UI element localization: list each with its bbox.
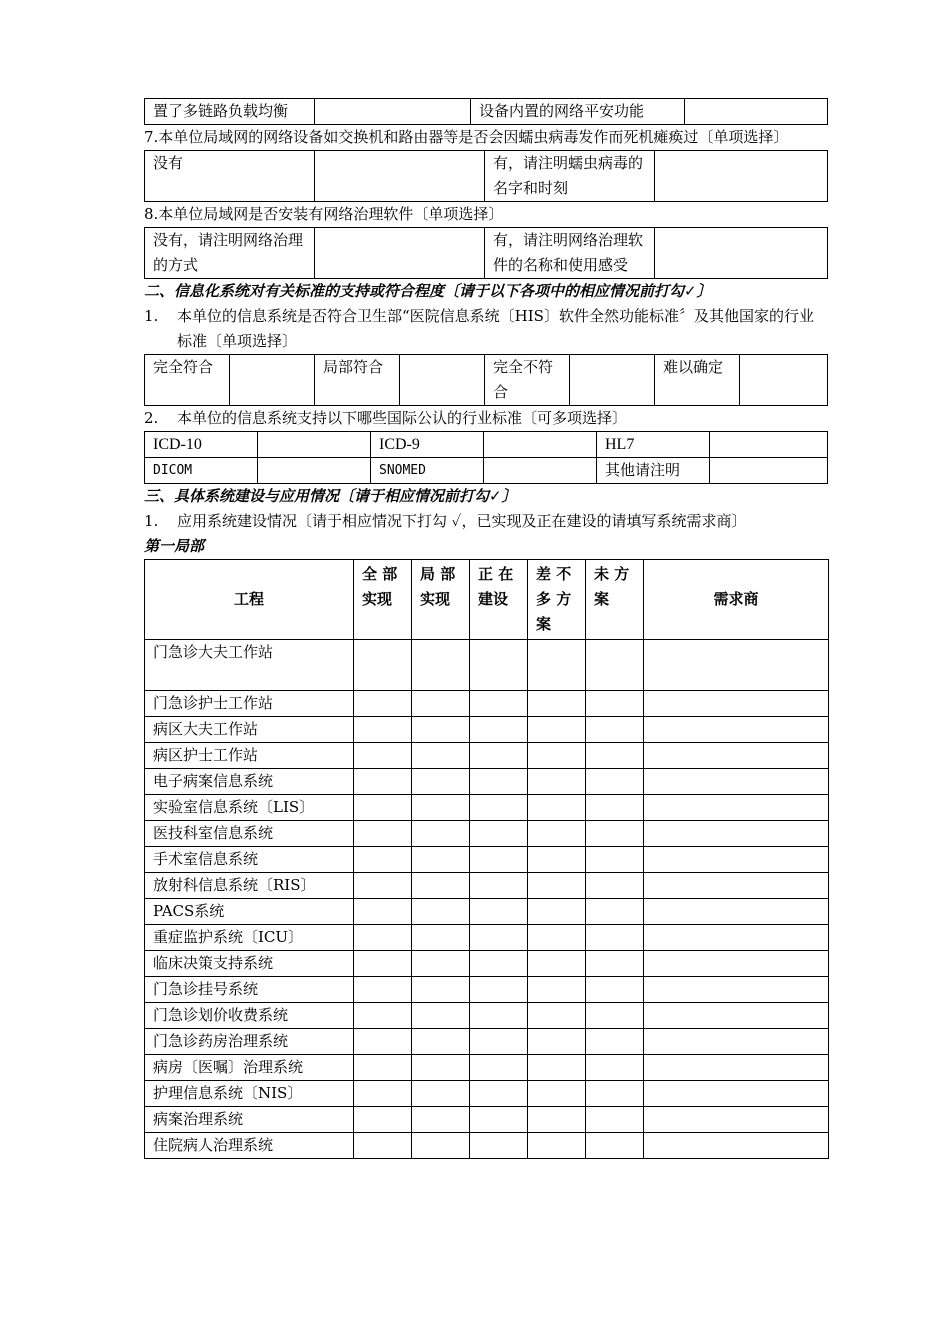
supplier-cell[interactable] [644,899,829,925]
status-checkbox-cell[interactable] [586,1029,644,1055]
status-checkbox-cell[interactable] [412,1003,470,1029]
table-row [145,899,829,925]
status-checkbox-cell[interactable] [412,847,470,873]
status-checkbox-cell[interactable] [586,925,644,951]
status-checkbox-cell[interactable] [528,795,586,821]
status-checkbox-cell[interactable] [354,1081,412,1107]
section-2-title: 二、信息化系统对有关标准的支持或符合程度〔请于以下各项中的相应情况前打勾✓〕 [144,282,712,300]
status-checkbox-cell[interactable] [412,1029,470,1055]
status-checkbox-cell[interactable] [412,977,470,1003]
status-checkbox-cell[interactable] [412,1055,470,1081]
question-7-table [144,150,828,202]
status-checkbox-cell[interactable] [470,1029,528,1055]
status-checkbox-cell[interactable] [528,925,586,951]
standard-hl7: HL7 [597,432,710,458]
status-checkbox-cell[interactable] [470,795,528,821]
answer-cell[interactable] [570,355,655,406]
question-number: 1. [144,307,159,325]
status-checkbox-cell[interactable] [354,1003,412,1029]
status-checkbox-cell[interactable] [354,977,412,1003]
status-checkbox-cell[interactable] [586,1107,644,1133]
status-checkbox-cell[interactable] [354,925,412,951]
option-yes: 有，请注明蠕虫病毒的名字和时刻 [485,151,655,202]
answer-cell[interactable] [258,432,371,458]
header-fully-implemented: 全 部 实现 [354,560,412,640]
answer-cell[interactable] [655,228,828,279]
table-row [145,743,829,769]
table-cell[interactable] [685,99,828,125]
status-checkbox-cell[interactable] [586,1081,644,1107]
supplier-cell[interactable] [644,691,829,717]
answer-cell[interactable] [740,355,828,406]
status-checkbox-cell[interactable] [412,873,470,899]
table-row [145,1003,829,1029]
system-construction-table [144,559,829,1159]
status-checkbox-cell[interactable] [528,1003,586,1029]
status-checkbox-cell[interactable] [528,847,586,873]
answer-cell[interactable] [400,355,485,406]
standard-icd9: ICD-9 [371,432,484,458]
status-checkbox-cell[interactable] [354,691,412,717]
system-name: 医技科室信息系统 [145,821,354,847]
table-row [145,977,829,1003]
status-checkbox-cell[interactable] [586,821,644,847]
question-7-text: 7.本单位局域网的网络设备如交换机和路由器等是否会因蠕虫病毒发作而死机瘫痪过〔单项选择〕 [144,128,789,146]
system-name: 临床决策支持系统 [145,951,354,977]
status-checkbox-cell[interactable] [412,821,470,847]
question-text: 本单位的信息系统是否符合卫生部“医院信息系统〔HIS〕软件全然功能标准〞及其他国家的行业标准〔单项选择〕 [177,307,814,350]
supplier-cell[interactable] [644,1133,829,1159]
status-checkbox-cell[interactable] [354,640,412,691]
table-cell: 置了多链路负载均衡 [145,99,315,125]
status-checkbox-cell[interactable] [354,1107,412,1133]
table-row [145,1055,829,1081]
table-cell[interactable] [315,99,471,125]
system-name: 放射科信息系统〔RIS〕 [145,873,354,899]
supplier-cell[interactable] [644,1081,829,1107]
status-checkbox-cell[interactable] [470,1107,528,1133]
status-checkbox-cell[interactable] [470,640,528,691]
question-8-table [144,227,828,279]
supplier-cell[interactable] [644,1107,829,1133]
table-row [145,717,829,743]
system-name: 重症监护系统〔ICU〕 [145,925,354,951]
status-checkbox-cell[interactable] [586,1133,644,1159]
table-row [145,925,829,951]
answer-cell[interactable] [710,458,828,484]
answer-cell[interactable] [315,151,485,202]
section-2-q2 [144,406,828,431]
status-checkbox-cell[interactable] [354,1055,412,1081]
table-row [145,795,829,821]
option-yes: 有，请注明网络治理软件的名称和使用感受 [485,228,655,279]
supplier-cell[interactable] [644,977,829,1003]
option-not: 完全不符合 [485,355,570,406]
system-name: 病房〔医嘱〕治理系统 [145,1055,354,1081]
answer-cell[interactable] [484,432,597,458]
system-name: 病案治理系统 [145,1107,354,1133]
section-2-q1 [144,304,828,354]
status-checkbox-cell[interactable] [470,1003,528,1029]
system-name: PACS系统 [145,899,354,925]
status-checkbox-cell[interactable] [470,873,528,899]
status-checkbox-cell[interactable] [470,899,528,925]
status-checkbox-cell[interactable] [470,821,528,847]
status-checkbox-cell[interactable] [412,743,470,769]
table-cell: 设备内置的网络平安功能 [471,99,685,125]
supplier-cell[interactable] [644,821,829,847]
status-checkbox-cell[interactable] [354,873,412,899]
question-8-text: 8.本单位局域网是否安装有网络治理软件〔单项选择〕 [144,205,504,223]
status-checkbox-cell[interactable] [586,691,644,717]
system-name: 住院病人治理系统 [145,1133,354,1159]
table-row [145,1133,829,1159]
system-name: 病区大夫工作站 [145,717,354,743]
status-checkbox-cell[interactable] [470,951,528,977]
status-checkbox-cell[interactable] [586,769,644,795]
status-checkbox-cell[interactable] [586,640,644,691]
status-checkbox-cell[interactable] [586,1003,644,1029]
supplier-cell[interactable] [644,873,829,899]
status-checkbox-cell[interactable] [528,640,586,691]
system-name: 手术室信息系统 [145,847,354,873]
option-full: 完全符合 [145,355,230,406]
part-label: 第一局部 [144,537,205,555]
status-checkbox-cell[interactable] [412,640,470,691]
answer-cell[interactable] [710,432,828,458]
option-none: 没有，请注明网络治理的方式 [145,228,315,279]
header-nearly-planned: 差 不 多 方 案 [528,560,586,640]
status-checkbox-cell[interactable] [412,795,470,821]
status-checkbox-cell[interactable] [586,795,644,821]
status-checkbox-cell[interactable] [528,873,586,899]
standard-other: 其他请注明 [597,458,710,484]
table-row [145,951,829,977]
table-row [145,847,829,873]
system-name: 护理信息系统〔NIS〕 [145,1081,354,1107]
load-balance-table [144,98,828,125]
table-row [145,1107,829,1133]
status-checkbox-cell[interactable] [412,951,470,977]
header-not-planned: 未 方 案 [586,560,644,640]
question-text: 应用系统建设情况〔请于相应情况下打勾 ✓，已实现及正在建设的请填写系统需求商〕 [177,512,747,530]
status-checkbox-cell[interactable] [354,1029,412,1055]
status-checkbox-cell[interactable] [528,743,586,769]
status-checkbox-cell[interactable] [470,977,528,1003]
table-row [145,821,829,847]
status-checkbox-cell[interactable] [412,899,470,925]
document-page [144,98,828,1159]
status-checkbox-cell[interactable] [470,717,528,743]
table-row [145,769,829,795]
section-3-q1 [144,509,828,534]
status-checkbox-cell[interactable] [528,769,586,795]
supplier-cell[interactable] [644,951,829,977]
system-name: 电子病案信息系统 [145,769,354,795]
answer-cell[interactable] [230,355,315,406]
table-row [145,1081,829,1107]
system-name: 门急诊药房治理系统 [145,1029,354,1055]
question-number: 2. [144,409,159,427]
intl-standards-table [144,431,828,484]
table-row [145,1029,829,1055]
system-name: 病区护士工作站 [145,743,354,769]
system-name: 门急诊护士工作站 [145,691,354,717]
system-name: 门急诊挂号系统 [145,977,354,1003]
status-checkbox-cell[interactable] [470,1133,528,1159]
supplier-cell[interactable] [644,1055,829,1081]
supplier-cell[interactable] [644,717,829,743]
status-checkbox-cell[interactable] [528,951,586,977]
status-checkbox-cell[interactable] [528,977,586,1003]
answer-cell[interactable] [258,458,371,484]
system-name: 门急诊划价收费系统 [145,1003,354,1029]
status-checkbox-cell[interactable] [354,899,412,925]
header-project: 工程 [145,560,354,640]
status-checkbox-cell[interactable] [470,925,528,951]
status-checkbox-cell[interactable] [412,717,470,743]
status-checkbox-cell[interactable] [528,1107,586,1133]
question-number: 1. [144,512,159,530]
status-checkbox-cell[interactable] [412,1133,470,1159]
status-checkbox-cell[interactable] [354,847,412,873]
status-checkbox-cell[interactable] [528,1055,586,1081]
status-checkbox-cell[interactable] [412,1081,470,1107]
status-checkbox-cell[interactable] [586,717,644,743]
status-checkbox-cell[interactable] [528,821,586,847]
status-checkbox-cell[interactable] [586,951,644,977]
supplier-cell[interactable] [644,769,829,795]
status-checkbox-cell[interactable] [586,743,644,769]
status-checkbox-cell[interactable] [528,691,586,717]
question-text: 本单位的信息系统支持以下哪些国际公认的行业标准〔可多项选择〕 [177,409,628,427]
status-checkbox-cell[interactable] [470,743,528,769]
status-checkbox-cell[interactable] [354,951,412,977]
standard-dicom: DICOM [145,458,258,484]
status-checkbox-cell[interactable] [586,1055,644,1081]
header-under-construction: 正 在 建设 [470,560,528,640]
status-checkbox-cell[interactable] [470,1055,528,1081]
status-checkbox-cell[interactable] [470,847,528,873]
header-partially-implemented: 局 部 实现 [412,560,470,640]
supplier-cell[interactable] [644,1003,829,1029]
status-checkbox-cell[interactable] [354,743,412,769]
section-3-title: 三、具体系统建设与应用情况〔请于相应情况前打勾✓〕 [144,487,517,505]
supplier-cell[interactable] [644,795,829,821]
option-uncertain: 难以确定 [655,355,740,406]
status-checkbox-cell[interactable] [470,1081,528,1107]
system-name: 门急诊大夫工作站 [145,640,354,691]
status-checkbox-cell[interactable] [528,1081,586,1107]
status-checkbox-cell[interactable] [586,899,644,925]
standard-snomed: SNOMED [371,458,484,484]
supplier-cell[interactable] [644,925,829,951]
status-checkbox-cell[interactable] [412,1107,470,1133]
system-name: 实验室信息系统〔LIS〕 [145,795,354,821]
header-supplier: 需求商 [644,560,829,640]
status-checkbox-cell[interactable] [586,873,644,899]
status-checkbox-cell[interactable] [528,717,586,743]
status-checkbox-cell[interactable] [586,977,644,1003]
status-checkbox-cell[interactable] [354,717,412,743]
answer-cell[interactable] [315,228,485,279]
supplier-cell[interactable] [644,640,829,691]
standard-icd10: ICD-10 [145,432,258,458]
status-checkbox-cell[interactable] [354,795,412,821]
status-checkbox-cell[interactable] [412,691,470,717]
option-none: 没有 [145,151,315,202]
status-checkbox-cell[interactable] [528,899,586,925]
supplier-cell[interactable] [644,1029,829,1055]
status-checkbox-cell[interactable] [528,1029,586,1055]
status-checkbox-cell[interactable] [354,821,412,847]
table-row [145,640,829,691]
table-row [145,691,829,717]
option-partial: 局部符合 [315,355,400,406]
status-checkbox-cell[interactable] [528,1133,586,1159]
supplier-cell[interactable] [644,743,829,769]
status-checkbox-cell[interactable] [586,847,644,873]
status-checkbox-cell[interactable] [470,691,528,717]
status-checkbox-cell[interactable] [354,769,412,795]
answer-cell[interactable] [484,458,597,484]
status-checkbox-cell[interactable] [354,1133,412,1159]
answer-cell[interactable] [655,151,828,202]
status-checkbox-cell[interactable] [412,925,470,951]
status-checkbox-cell[interactable] [470,769,528,795]
supplier-cell[interactable] [644,847,829,873]
table-row [145,873,829,899]
standards-compliance-table [144,354,828,406]
status-checkbox-cell[interactable] [412,769,470,795]
